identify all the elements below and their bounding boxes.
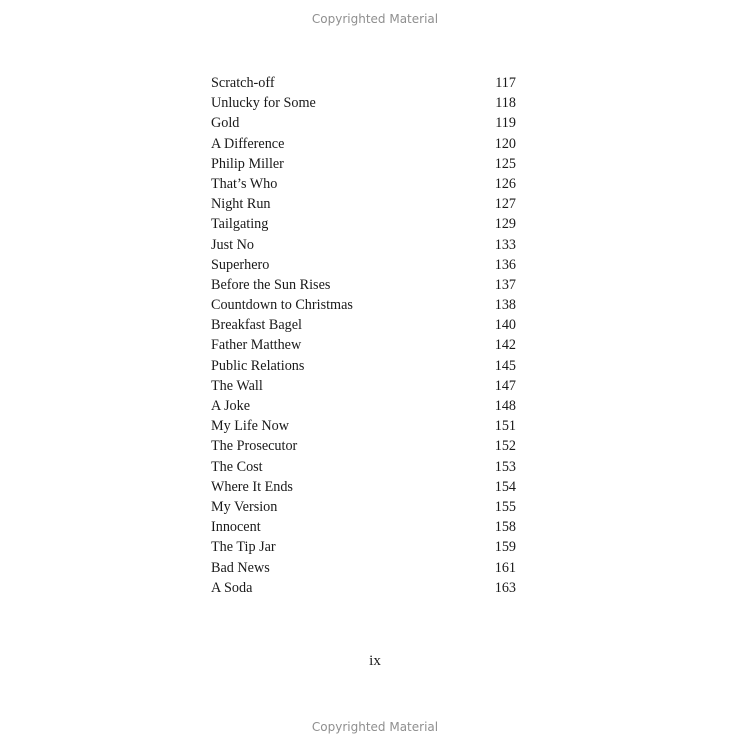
toc-entry bbox=[211, 194, 516, 214]
toc-entry-title: A Difference bbox=[211, 135, 285, 152]
toc-entry-title: Just No bbox=[211, 236, 254, 253]
toc-entry bbox=[211, 578, 516, 598]
toc-entry-page-number: 148 bbox=[494, 398, 516, 414]
toc-entry-page-number: 129 bbox=[494, 216, 516, 233]
table-of-contents bbox=[211, 73, 516, 598]
toc-entry-title: A Soda bbox=[211, 579, 253, 596]
toc-entry bbox=[211, 335, 516, 355]
toc-entry-title: Father Matthew bbox=[211, 337, 302, 354]
toc-entry-title: Public Relations bbox=[211, 357, 305, 374]
toc-entry-page-number: 137 bbox=[494, 276, 516, 293]
toc-entry-title: Philip Miller bbox=[211, 155, 284, 172]
toc-entry-title: A Joke bbox=[211, 398, 251, 414]
toc-entry bbox=[211, 214, 516, 234]
toc-entry bbox=[211, 235, 516, 255]
toc-entry-page-number: 155 bbox=[494, 498, 516, 515]
page-number: ix bbox=[369, 653, 381, 669]
toc-entry-title: The Prosecutor bbox=[211, 438, 298, 455]
toc-entry-page-number: 119 bbox=[495, 115, 516, 132]
toc-entry-page-number: 120 bbox=[494, 135, 516, 152]
toc-entry-page-number: 142 bbox=[494, 337, 516, 354]
toc-entry-title: The Wall bbox=[211, 377, 263, 394]
toc-entry-title: Superhero bbox=[211, 256, 270, 273]
toc-entry-title: Gold bbox=[211, 115, 240, 132]
toc-entry-title: Tailgating bbox=[211, 216, 269, 233]
toc-entry-title: The Tip Jar bbox=[211, 539, 276, 556]
toc-entry-page-number: 161 bbox=[494, 559, 516, 576]
toc-entry-page-number: 118 bbox=[495, 95, 516, 112]
copyright-watermark-top: Copyrighted Material bbox=[311, 12, 439, 26]
toc-entry-page-number: 125 bbox=[494, 155, 516, 172]
toc-entry bbox=[211, 73, 516, 93]
toc-entry bbox=[211, 295, 516, 315]
toc-entry bbox=[211, 154, 516, 174]
toc-entry-title: Scratch-off bbox=[211, 75, 275, 91]
toc-entry-title: Before the Sun Rises bbox=[211, 276, 331, 293]
toc-entry-title: Night Run bbox=[211, 196, 271, 213]
toc-entry bbox=[211, 497, 516, 517]
toc-entry bbox=[211, 255, 516, 275]
toc-entry bbox=[211, 537, 516, 557]
toc-entry-page-number: 152 bbox=[494, 438, 516, 455]
toc-entry-page-number: 127 bbox=[494, 196, 516, 213]
toc-entry bbox=[211, 93, 516, 113]
toc-entry-page-number: 159 bbox=[494, 539, 516, 556]
toc-entry-page-number: 158 bbox=[494, 519, 516, 536]
toc-entry-title: Countdown to Christmas bbox=[211, 297, 353, 314]
toc-entry-title: Breakfast Bagel bbox=[211, 317, 302, 334]
toc-entry bbox=[211, 436, 516, 456]
toc-entry-page-number: 126 bbox=[494, 175, 516, 192]
toc-entry bbox=[211, 457, 516, 477]
toc-entry bbox=[211, 134, 516, 154]
copyright-watermark-bottom: Copyrighted Material bbox=[311, 720, 439, 734]
toc-entry bbox=[211, 396, 516, 416]
toc-entry-title: Unlucky for Some bbox=[211, 95, 316, 112]
toc-entry-page-number: 140 bbox=[494, 317, 516, 334]
toc-entry bbox=[211, 477, 516, 497]
toc-entry bbox=[211, 517, 516, 537]
toc-entry-page-number: 117 bbox=[495, 75, 516, 91]
toc-entry-page-number: 133 bbox=[494, 236, 516, 253]
toc-entry-page-number: 147 bbox=[494, 377, 516, 394]
toc-entry-title: The Cost bbox=[211, 458, 263, 475]
toc-entry bbox=[211, 113, 516, 133]
toc-entry bbox=[211, 174, 516, 194]
toc-entry-page-number: 153 bbox=[494, 458, 516, 475]
toc-entry bbox=[211, 558, 516, 578]
toc-entry-page-number: 151 bbox=[494, 418, 516, 435]
toc-entry-title: Where It Ends bbox=[211, 478, 293, 495]
toc-entry-page-number: 163 bbox=[494, 579, 516, 596]
toc-entry-title: Bad News bbox=[211, 559, 270, 576]
toc-entry-page-number: 154 bbox=[494, 478, 516, 495]
toc-entry-page-number: 145 bbox=[494, 357, 516, 374]
toc-entry bbox=[211, 376, 516, 396]
toc-entry-page-number: 136 bbox=[494, 256, 516, 273]
toc-entry-title: That’s Who bbox=[211, 175, 278, 192]
toc-entry bbox=[211, 315, 516, 335]
toc-entry-page-number: 138 bbox=[494, 297, 516, 314]
toc-entry bbox=[211, 356, 516, 376]
toc-entry-title: Innocent bbox=[211, 519, 261, 536]
toc-entry-title: My Version bbox=[211, 498, 278, 515]
toc-entry bbox=[211, 416, 516, 436]
toc-entry bbox=[211, 275, 516, 295]
toc-entry-title: My Life Now bbox=[211, 418, 290, 435]
